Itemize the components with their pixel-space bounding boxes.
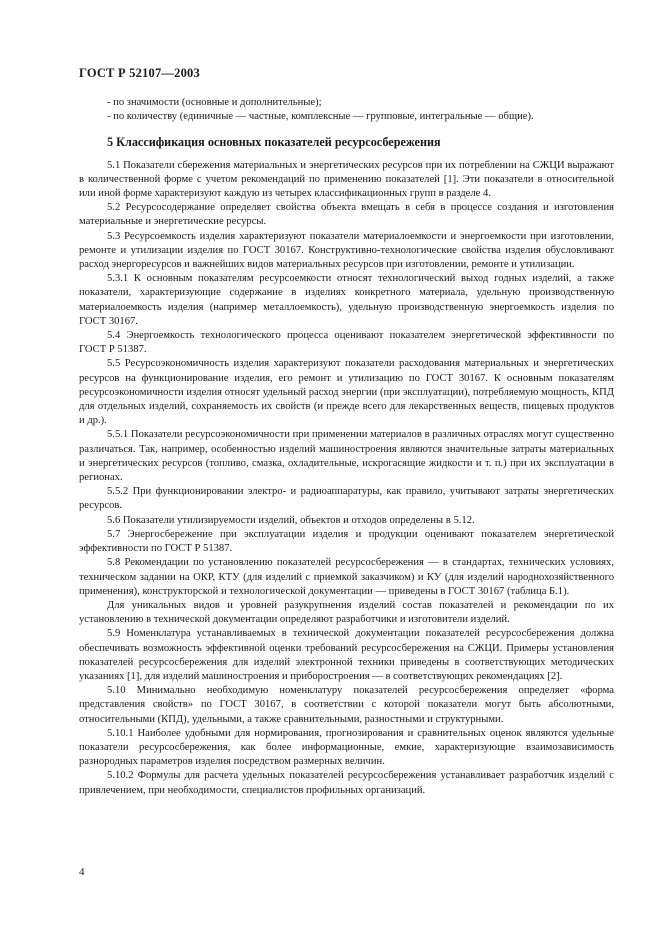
paragraph-5-9: 5.9 Номенклатура устанавливаемых в технической документации показателей ресурсосбережения должна обеспечивать возможность эффективной оценки требований ресурсосбережения на СЖЦИ. Примеры установления показателей ресурсосбережения для изделий электронной техники приведены в соответствующих методических указаниях [1], для изделий машиностроения и приборостроения — в соответствующих рекомендациях [2]. — [79, 628, 614, 682]
paragraph-5-6: 5.6 Показатели утилизируемости изделий, объектов и отходов определены в 5.12. — [107, 514, 475, 526]
paragraph-5-7: 5.7 Энергосбережение при эксплуатации изделия и продукции оценивают показателем энергетической эффективности по ГОСТ Р 51387. — [79, 528, 614, 555]
paragraph-5-3-1: 5.3.1 К основным показателям ресурсоемкости относят технологический выход годных изделий, а также показатели, характеризующие содержание в изделиях конкретного материала, удельную производственную материалоемкость изделия (например металлоемкость), удельную производственную энергоемкость изделия по ГОСТ 30167. — [79, 273, 614, 327]
section-title: 5 Классификация основных показателей ресурсосбережения — [107, 135, 441, 150]
paragraph-5-10-1: 5.10.1 Наиболее удобными для нормирования, прогнозирования и сравнительных оценок являются удельные показатели ресурсосбережения, как более информационные, емкие, характеризующие взаимозависимость разнородных параметров изделия посредством размерных величин. — [79, 727, 614, 768]
standard-header: ГОСТ Р 52107—2003 — [79, 66, 200, 80]
paragraph-5-4: 5.4 Энергоемкость технологического процесса оценивают показателем энергетической эффективности по ГОСТ Р 51387. — [79, 330, 614, 356]
paragraph-5-1: 5.1 Показатели сбережения материальных и энергетических ресурсов при их потреблении на СЖЦИ выражают в количественной форме с учетом рекомендаций по применению показателей [1]. Эти показатели в относительной или иной форме характеризуют каждую из четырех классификационных групп в разделе 4. — [79, 159, 614, 200]
paragraph-5-5-1: 5.5.1 Показатели ресурсоэкономичности при применении материалов в различных отраслях могут существенно различаться. Так, например, особенностью изделий машиностроения являются значительные затраты материальных и энергетических ресурсов (топливо, смазка, охладительные, искрогасящие жидкости и т. п.) при их эксплуатации в регионах. — [79, 429, 614, 484]
paragraph-5-2: 5.2 Ресурсосодержание определяет свойства объекта вмещать в себя в процессе создания и изготовления материальные и энергетические ресурсы. — [79, 202, 614, 228]
paragraph-5-8-note: Для уникальных видов и уровней разукрупнения изделий состав показателей и рекомендации по их установлению в технической документации определяют разработчики и изготовители изделий. — [79, 599, 614, 626]
document-body — [79, 96, 614, 798]
paragraph-5-10-2: 5.10.2 Формулы для расчета удельных показателей ресурсосбережения устанавливает разработчик изделий с привлечением, при необходимости, специалистов профильных организаций. — [79, 770, 614, 796]
paragraph-5-5-2: 5.5.2 При функционировании электро- и радиоаппаратуры, как правило, учитывают затраты энергетических ресурсов. — [79, 486, 614, 512]
paragraph-5-10: 5.10 Минимально необходимую номенклатуру показателей ресурсосбережения определяет «форма представления свойств» по ГОСТ 30167, в соответствии с которой показатели могут быть абсолютными, относительными (КПД), удельными, а также сравнительными, разностными и структурными. — [79, 685, 614, 725]
paragraph-5-8: 5.8 Рекомендации по установлению показателей ресурсосбережения — в стандартах, технических условиях, техническом задании на ОКР, КТУ (для изделий с приемкой заказчиком) и КУ (для изделий народнохозяйственного применения), конструкторской и технологической документации — приведены в ГОСТ 30167 (таблица Б.1). — [79, 557, 614, 597]
list-item: - по значимости (основные и дополнительные); — [107, 97, 322, 108]
paragraph-5-3: 5.3 Ресурсоемкость изделия характеризуют показатели материалоемкости и энергоемкости при изготовлении, ремонте и утилизации изделия по ГОСТ 30167. Конструктивно-технологические свойства изделия обусловливают расход энергоресурсов и важнейших видов материальных ресурсов при изготовлении, ремонте и утилизации. — [79, 230, 614, 271]
page-number: 4 — [79, 866, 85, 878]
paragraph-5-5: 5.5 Ресурсоэкономичность изделия характеризуют показатели расходования материальных и энергетических ресурсов на функционирование изделия, его ремонт и утилизацию по ГОСТ 30167. К основным показателям ресурсоэкономичности изделия относят удельный расход энергии (при эксплуатации), потребляемую мощность, КПД для отдельных изделий, сохраняемость их свойств (и прежде всего для лекарственных веществ, пищевых продуктов и др.). — [79, 358, 614, 427]
list-item: - по количеству (единичные — частные, комплексные — групповые, интегральные — общие). — [107, 111, 534, 123]
